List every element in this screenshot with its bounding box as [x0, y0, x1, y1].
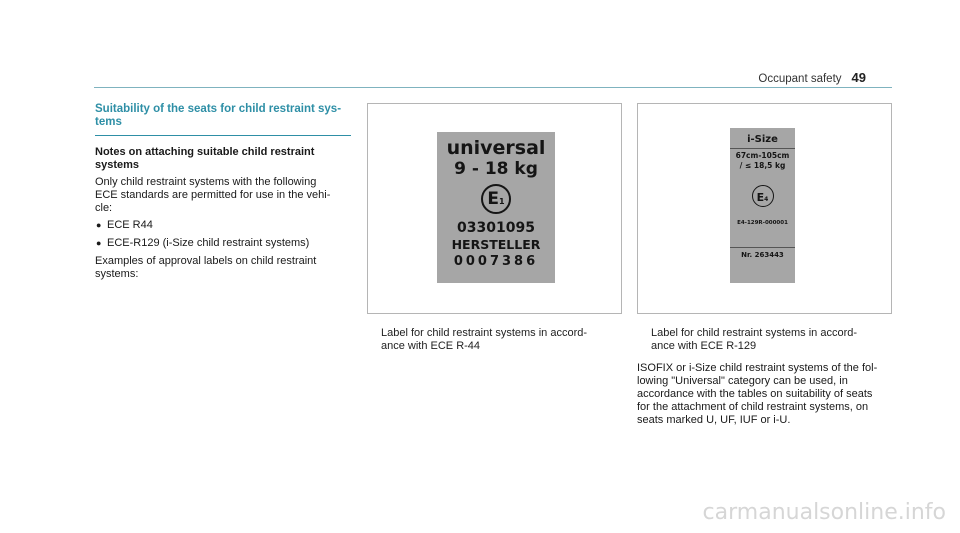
figure-r44-caption: [381, 327, 611, 353]
e-mark-icon: [752, 185, 774, 207]
intro-line-3: cle:: [95, 202, 113, 214]
e-mark-letter: E: [487, 189, 500, 209]
caption-line-2: ance with ECE R-129: [651, 340, 757, 352]
section-heading-line-1: Suitability of the seats for child restraint sys-: [95, 103, 342, 115]
caption-line-2: ance with ECE R-44: [381, 340, 481, 352]
list-item: [95, 237, 351, 250]
plate-manufacturer: HERSTELLER: [451, 237, 541, 252]
isofix-line-3: accordance with the tables on suitability of seats: [637, 388, 873, 400]
intro-line-2: ECE standards are permitted for use in the vehi-: [95, 189, 331, 201]
e-mark-number: 4: [764, 196, 769, 203]
e-mark-number: 1: [499, 197, 505, 206]
examples-line-1: Examples of approval labels on child restraint: [95, 255, 317, 267]
subsection-heading: [95, 146, 351, 172]
r44-approval-plate: [437, 132, 555, 283]
r129-approval-plate: [730, 128, 795, 283]
subsection-heading-line-2: systems: [95, 159, 140, 171]
caption-line-1: Label for child restraint systems in accord-: [651, 327, 858, 339]
figure-r44-label: [367, 103, 622, 314]
examples-paragraph: [95, 255, 351, 281]
intro-line-1: Only child restraint systems with the following: [95, 176, 317, 188]
caption-line-1: Label for child restraint systems in accord-: [381, 327, 588, 339]
examples-line-2: systems:: [95, 268, 139, 280]
section-title: Occupant safety: [758, 73, 842, 85]
plate-weight: 9 - 18 kg: [454, 159, 538, 179]
plate-weight-limit: / ≤ 18,5 kg: [739, 161, 786, 170]
bullet-icon: ●: [96, 220, 102, 230]
list-item: [95, 219, 351, 232]
header-rule: [94, 87, 892, 88]
e-mark-letter: E: [756, 191, 765, 204]
section-heading-line-2: tems: [95, 116, 122, 128]
intro-paragraph: [95, 176, 351, 215]
isofix-line-2: lowing "Universal" category can be used, in: [637, 375, 848, 387]
page-number: 49: [851, 70, 866, 85]
isofix-paragraph: [637, 362, 895, 427]
standards-list: [95, 219, 351, 250]
running-head: [758, 70, 866, 85]
list-item-text: ECE R44: [107, 219, 153, 231]
section-heading: [95, 103, 351, 136]
plate-approval-code: E4-129R-000001: [737, 220, 788, 226]
figure-r129-caption: [651, 327, 881, 353]
left-column: [95, 103, 351, 281]
isofix-line-1: ISOFIX or i-Size child restraint systems of the fol-: [637, 362, 878, 374]
plate-serial: 0007386: [453, 254, 539, 269]
e-mark-icon: [481, 184, 511, 214]
plate-number: Nr. 263443: [741, 251, 784, 259]
plate-divider: [730, 247, 795, 248]
plate-divider: [730, 148, 795, 149]
list-item-text: ECE-R129 (i-Size child restraint systems): [107, 237, 310, 249]
figure-r129-label: [637, 103, 892, 314]
isofix-line-4: for the attachment of child restraint systems, on: [637, 401, 869, 413]
isofix-line-5: seats marked U, UF, IUF or i-U.: [637, 414, 791, 426]
plate-height-range: 67cm-105cm: [735, 151, 790, 160]
subsection-heading-line-1: Notes on attaching suitable child restraint: [95, 146, 315, 158]
plate-isize: i-Size: [747, 134, 778, 145]
bullet-icon: ●: [96, 238, 102, 248]
isofix-text: [637, 362, 895, 427]
plate-universal: universal: [446, 137, 546, 159]
plate-approval-number: 03301095: [457, 220, 535, 236]
watermark: carmanualsonline.info: [702, 500, 946, 525]
